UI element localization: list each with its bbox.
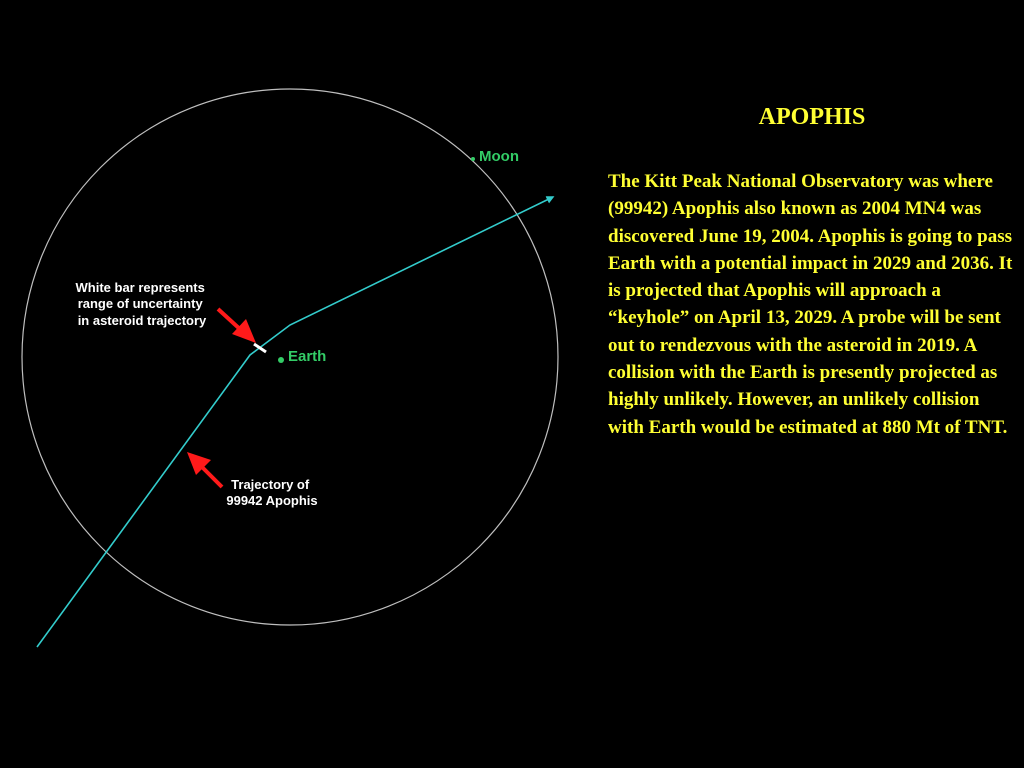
moon-label: Moon	[479, 148, 519, 165]
text-panel	[608, 100, 1016, 441]
slide-title: APOPHIS	[758, 104, 866, 130]
moon-dot	[471, 157, 475, 161]
trajectory-label: Trajectory of 99942 Apophis	[226, 477, 318, 508]
earth-dot	[278, 357, 284, 363]
slide-body-text: The Kitt Peak National Observatory was where (99942) Apophis also known as 2004 MN4 was discovered June 19, 2004. Apophis is going to pass Earth with a potential impact in 2029 and 2036. It is projected that Apophis will approach a “keyhole” on April 13, 2029. A probe will be sent out to rendezvous with the asteroid in 2019. A collision with the Earth is presently projected as highly unlikely. However, an unlikely collision with Earth would be estimated at 880 Mt of TNT.	[608, 171, 1013, 438]
trajectory-arrow	[187, 452, 222, 487]
earth-label: Earth	[288, 348, 327, 365]
uncertainty-arrow	[218, 309, 256, 343]
apophis-trajectory-line	[37, 197, 553, 647]
uncertainty-label: White bar represents range of uncertainty in asteroid trajectory	[75, 280, 207, 328]
